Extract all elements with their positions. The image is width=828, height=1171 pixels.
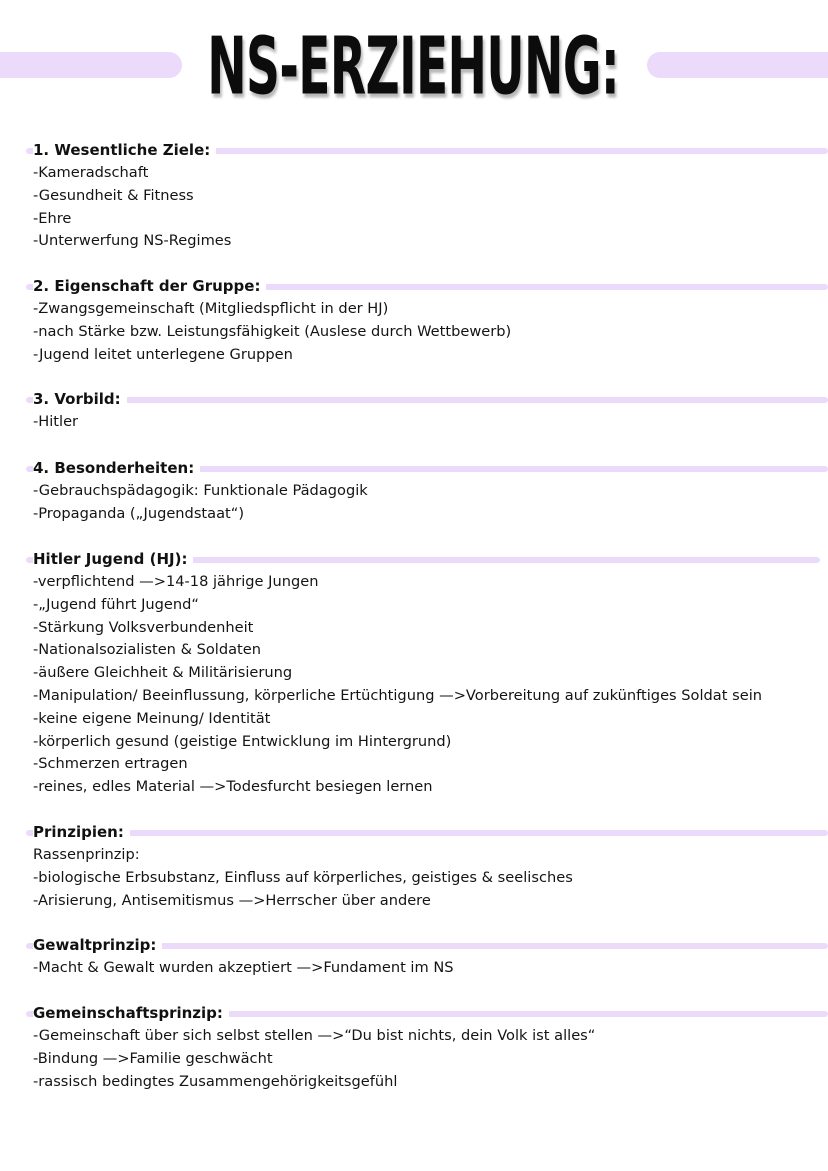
section-heading	[0, 821, 828, 844]
section-heading-label: Prinzipien:	[33, 821, 130, 844]
section-wesentliche-ziele	[0, 139, 828, 253]
section-heading-label: 2. Eigenschaft der Gruppe:	[33, 275, 266, 298]
section-heading	[0, 139, 828, 162]
section-heading-label: 4. Besonderheiten:	[33, 457, 200, 480]
title-accent-bar-left	[0, 52, 182, 78]
section-heading	[0, 457, 828, 480]
section-heading	[0, 934, 828, 957]
list-item: -äußere Gleichheit & Militärisierung	[33, 664, 293, 682]
list-item: -Gesundheit & Fitness	[33, 186, 194, 204]
list-item: -Bindung —>Familie geschwächt	[33, 1049, 273, 1067]
list-item: -Jugend leitet unterlegene Gruppen	[33, 345, 293, 363]
list-item: -nach Stärke bzw. Leistungsfähigkeit (Auslese durch Wettbewerb)	[33, 322, 512, 340]
list-item: -Unterwerfung NS-Regimes	[33, 232, 232, 250]
list-item: -keine eigene Meinung/ Identität	[33, 709, 271, 727]
page-title-text: NS-ERZIEHUNG:	[207, 18, 620, 112]
list-item: -Arisierung, Antisemitismus —>Herrscher über andere	[33, 891, 431, 909]
list-item: -Macht & Gewalt wurden akzeptiert —>Fundament im NS	[33, 959, 454, 976]
list-item: -Gebrauchspädagogik: Funktionale Pädagogik	[33, 482, 368, 499]
list-item: -Zwangsgemeinschaft (Mitgliedspflicht in der HJ)	[33, 300, 389, 317]
list-item: -rassisch bedingtes Zusammengehörigkeitsgefühl	[33, 1072, 398, 1090]
section-heading-label: Gemeinschaftsprinzip:	[33, 1002, 229, 1025]
section-besonderheiten	[0, 457, 828, 526]
list-item: -Kameradschaft	[33, 164, 149, 181]
list-item: Rassenprinzip:	[33, 846, 140, 863]
list-item: -Gemeinschaft über sich selbst stellen —>“Du bist nichts, dein Volk ist alles“	[33, 1027, 596, 1044]
section-gewaltprinzip	[0, 934, 828, 980]
list-item: -verpflichtend —>14-18 jährige Jungen	[33, 573, 319, 590]
list-item: -körperlich gesund (geistige Entwicklung im Hintergrund)	[33, 732, 452, 750]
section-heading	[0, 388, 828, 411]
title-accent-bar-right	[647, 52, 828, 78]
list-item: -biologische Erbsubstanz, Einfluss auf körperliches, geistiges & seelisches	[33, 868, 573, 886]
section-heading-label: 3. Vorbild:	[33, 388, 127, 411]
section-heading	[0, 548, 828, 571]
list-item: -Propaganda („Jugendstaat“)	[33, 504, 245, 522]
section-heading-label: Hitler Jugend (HJ):	[33, 548, 193, 571]
section-heading	[0, 1002, 828, 1025]
section-gemeinschaftsprinzip	[0, 1002, 828, 1093]
section-heading-label: 1. Wesentliche Ziele:	[33, 139, 216, 162]
page-title	[195, 18, 632, 112]
list-item: -Nationalsozialisten & Soldaten	[33, 641, 261, 659]
list-item: -reines, edles Material —>Todesfurcht besiegen lernen	[33, 778, 433, 796]
list-item: -„Jugend führt Jugend“	[33, 595, 199, 613]
section-vorbild	[0, 388, 828, 434]
section-heading-label: Gewaltprinzip:	[33, 934, 162, 957]
heading-accent-line	[26, 397, 828, 403]
heading-accent-line	[26, 830, 828, 836]
list-item: -Stärkung Volksverbundenheit	[33, 618, 254, 636]
list-item: -Schmerzen ertragen	[33, 755, 188, 773]
section-hitler-jugend	[0, 548, 828, 799]
list-item: -Ehre	[33, 209, 72, 227]
section-eigenschaft-der-gruppe	[0, 275, 828, 366]
section-heading	[0, 275, 828, 298]
list-item: -Hitler	[33, 413, 79, 430]
section-prinzipien	[0, 821, 828, 912]
list-item: -Manipulation/ Beeinflussung, körperliche Ertüchtigung —>Vorbereitung auf zukünftiges Soldat sein	[33, 686, 762, 704]
